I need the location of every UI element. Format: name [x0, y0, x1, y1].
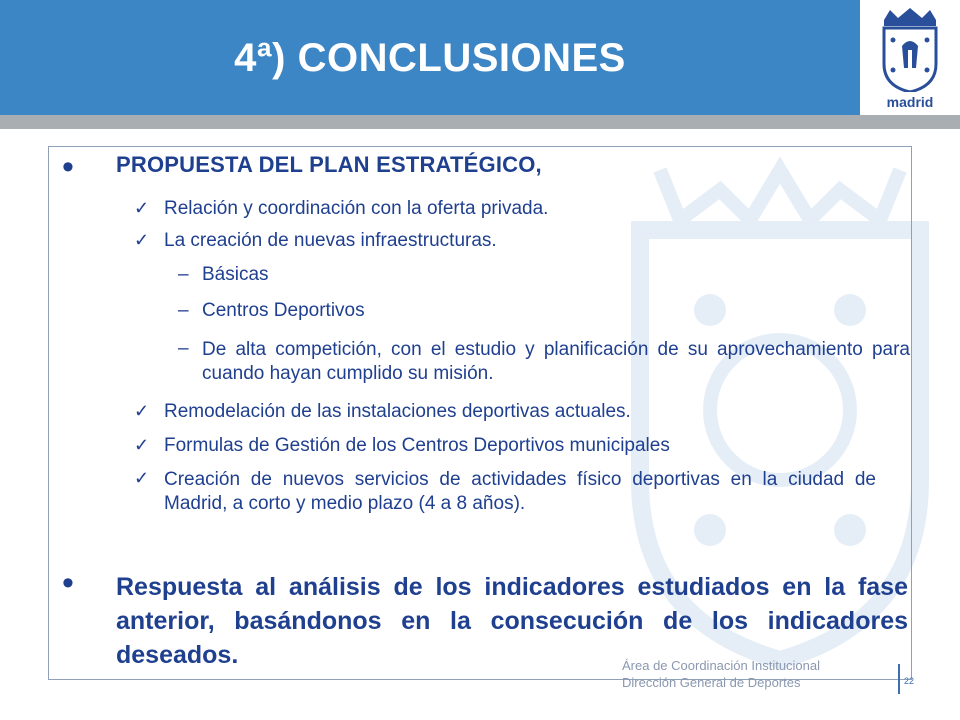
footer-department: Área de Coordinación Institucional — [622, 658, 821, 673]
footer-divider — [898, 664, 900, 694]
header-band — [0, 0, 860, 115]
checkmark-icon: ✓ — [134, 198, 150, 218]
madrid-coat-of-arms-icon — [874, 6, 946, 92]
checkmark-icon: ✓ — [134, 468, 150, 488]
logo-text: madrid — [886, 94, 934, 110]
checkmark-icon: ✓ — [134, 401, 150, 421]
bullet-dot: • — [62, 564, 74, 602]
bullet-dot: • — [62, 148, 74, 186]
footer-directorate: Dirección General de Deportes — [622, 675, 801, 690]
conclusion-paragraph: Respuesta al análisis de los indicadores estudiados en la fase anterior, basándonos en la consecución de los indicadores deseados. — [116, 573, 908, 669]
dash-icon: – — [178, 338, 189, 359]
madrid-logo — [860, 0, 960, 115]
page-title: 4ª) CONCLUSIONES — [234, 36, 626, 80]
page-number: 22 — [904, 676, 915, 686]
section-heading: PROPUESTA DEL PLAN ESTRATÉGICO, — [116, 152, 542, 177]
dash-icon: – — [178, 264, 189, 285]
checkmark-icon: ✓ — [134, 435, 150, 455]
checkmark-icon: ✓ — [134, 230, 150, 250]
header-rule — [0, 115, 960, 129]
dash-icon: – — [178, 300, 189, 321]
